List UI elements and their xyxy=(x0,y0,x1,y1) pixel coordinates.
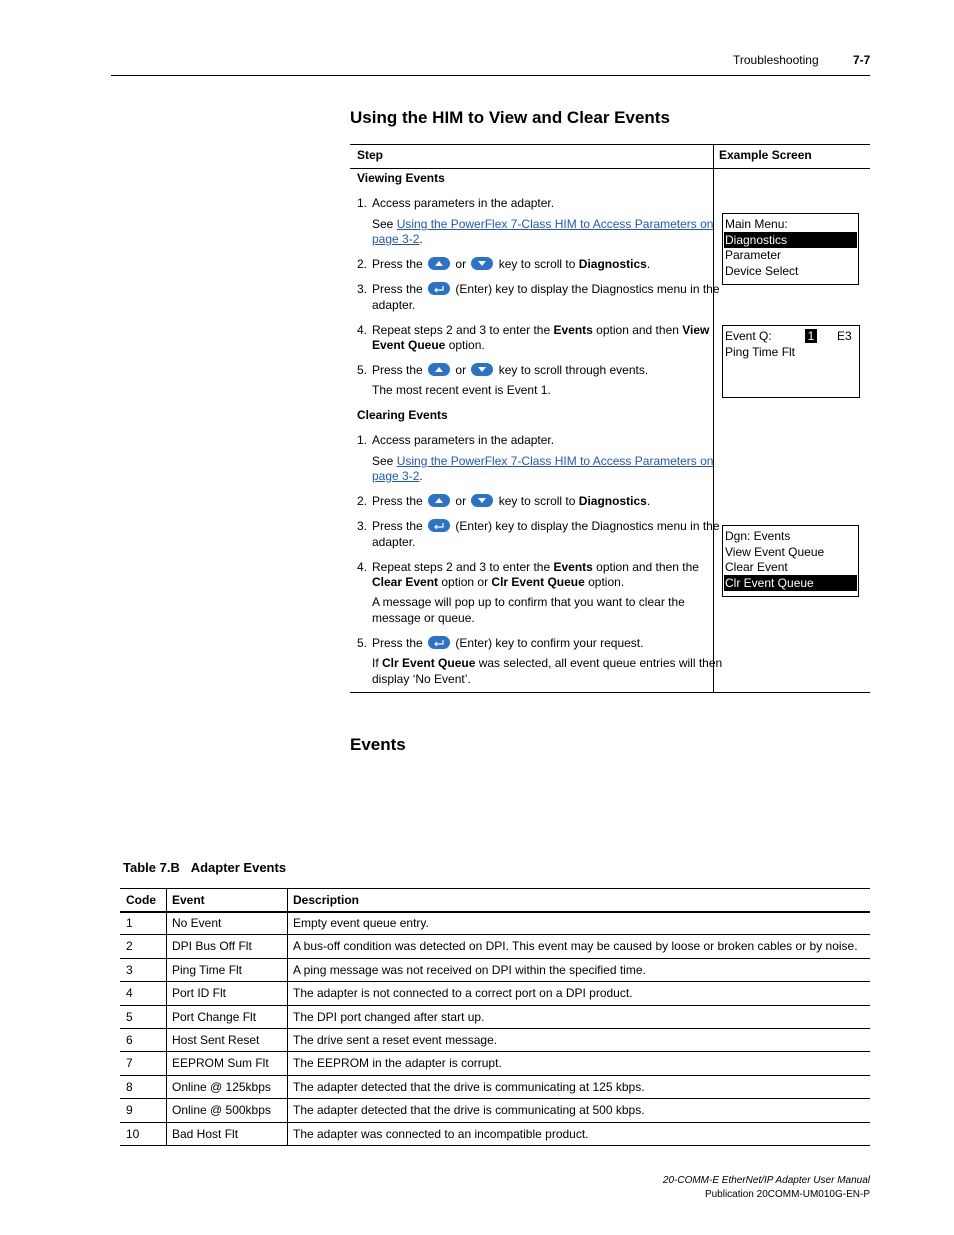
him-screen-dgn-events xyxy=(722,525,859,597)
enter-key-icon xyxy=(428,519,450,532)
confirm-text: (Enter) key to confirm your request. xyxy=(455,636,644,650)
view-step2-text xyxy=(372,256,650,272)
link-page-3-2[interactable]: page 3-2 xyxy=(372,232,420,246)
cell-description: Empty event queue entry. xyxy=(293,916,429,930)
screen-line: Device Select xyxy=(725,264,799,278)
table-row xyxy=(120,1099,870,1122)
view-step5-note: The most recent event is Event 1. xyxy=(372,383,551,397)
cell-event: Host Sent Reset xyxy=(172,1033,260,1047)
cell-event: No Event xyxy=(172,916,222,930)
him-screen-main-menu xyxy=(722,213,859,285)
view-step4-num: 4. xyxy=(357,323,368,337)
clear-step4-num: 4. xyxy=(357,560,368,574)
screen-line: Clear Event xyxy=(725,560,788,574)
option-then-the: option and then the xyxy=(596,560,699,574)
header-rule xyxy=(111,75,870,76)
table-row xyxy=(120,1123,870,1146)
cell-event: Online @ 125kbps xyxy=(172,1079,271,1094)
clear-step1-see-line2 xyxy=(372,468,423,484)
up-arrow-key-icon xyxy=(428,494,450,507)
table-row xyxy=(120,959,870,982)
clear-step5-note2: display ‘No Event’. xyxy=(372,672,471,686)
period: . xyxy=(646,257,651,271)
cell-code: 8 xyxy=(126,1079,133,1094)
or: or xyxy=(455,257,467,271)
cell-event: Ping Time Flt xyxy=(172,962,243,977)
view-step5-num: 5. xyxy=(357,363,368,377)
cell-event: EEPROM Sum Flt xyxy=(172,1056,269,1071)
enter-display-text: (Enter) key to display the Diagnostics menu in the xyxy=(455,282,720,296)
clear-step1-text: Access parameters in the adapter. xyxy=(372,433,555,447)
scroll-to: key to scroll to xyxy=(498,494,576,508)
screen-line-selected: Clr Event Queue xyxy=(724,575,857,591)
clear-step2-num: 2. xyxy=(357,494,368,508)
enter-key-icon xyxy=(428,282,450,295)
clear-step4-popup1: A message will pop up to confirm that you want to clear the xyxy=(372,595,685,609)
cell-code: 3 xyxy=(126,962,133,977)
press-the: Press the xyxy=(372,519,423,533)
table-row xyxy=(120,1052,870,1075)
was-selected-text: was selected, all event queue entries will then xyxy=(478,656,723,670)
view-step3-line2: adapter. xyxy=(372,298,416,312)
cell-code: 5 xyxy=(126,1009,133,1024)
view-step2-num: 2. xyxy=(357,257,368,271)
see-text: See xyxy=(372,454,397,468)
header-section-title: Troubleshooting xyxy=(733,53,819,67)
down-arrow-key-icon xyxy=(471,494,493,507)
diagnostics-bold: Diagnostics xyxy=(578,494,647,508)
table-bottom-rule xyxy=(350,692,870,693)
screen-line: Dgn: Events xyxy=(725,529,791,543)
enter-display-text: (Enter) key to display the Diagnostics menu in the xyxy=(455,519,720,533)
cell-description: The adapter was connected to an incompatible product. xyxy=(293,1126,589,1141)
cell-event: Port ID Flt xyxy=(172,986,227,1001)
col-header-description: Description xyxy=(293,893,360,907)
view-step3-num: 3. xyxy=(357,282,368,296)
table-row xyxy=(120,1076,870,1099)
press-the: Press the xyxy=(372,282,423,296)
clear-step1-see xyxy=(372,453,713,469)
cell-description: A bus-off condition was detected on DPI. This event may be caused by loose or broken cables or by noise. xyxy=(293,939,858,954)
period: . xyxy=(646,494,651,508)
or: or xyxy=(455,494,467,508)
cell-description: The adapter detected that the drive is communicating at 500 kbps. xyxy=(293,1103,645,1118)
link-page-3-2[interactable]: page 3-2 xyxy=(372,469,420,483)
section-heading-events: Events xyxy=(350,735,406,754)
cell-code: 6 xyxy=(126,1033,133,1047)
viewing-events-title: Viewing Events xyxy=(357,171,445,185)
scroll-to: key to scroll to xyxy=(498,257,576,271)
press-the: Press the xyxy=(372,636,423,650)
view-bold: View xyxy=(682,323,710,337)
option-or: option or xyxy=(441,575,489,589)
table-caption xyxy=(123,860,286,875)
cell-code: 4 xyxy=(126,986,133,1001)
cell-description: A ping message was not received on DPI within the specified time. xyxy=(293,962,646,977)
section-heading-him-events: Using the HIM to View and Clear Events xyxy=(350,108,670,127)
clear-event-bold: Clear Event xyxy=(372,575,439,589)
cell-event: DPI Bus Off Flt xyxy=(172,939,252,954)
down-arrow-key-icon xyxy=(471,257,493,270)
table-caption-title: Adapter Events xyxy=(190,860,287,875)
view-step1-see xyxy=(372,216,713,232)
cell-event: Bad Host Flt xyxy=(172,1126,239,1141)
cell-code: 10 xyxy=(126,1126,140,1141)
down-arrow-key-icon xyxy=(471,363,493,376)
col-header-example-screen: Example Screen xyxy=(719,148,812,162)
table-row xyxy=(120,1006,870,1029)
footer-publication: Publication 20COMM-UM010G-EN-P xyxy=(704,1189,870,1200)
clr-event-queue-bold: Clr Event Queue xyxy=(382,656,476,670)
event-queue-bold: Event Queue xyxy=(372,338,446,352)
event-number-badge: 1 xyxy=(805,329,817,343)
clear-step3-text xyxy=(372,518,720,534)
screen-line: Main Menu: xyxy=(725,217,788,231)
table-caption-label: Table 7.B xyxy=(123,860,180,875)
screen-line-selected: Diagnostics xyxy=(724,232,857,248)
cell-code: 7 xyxy=(126,1056,133,1071)
if-text: If xyxy=(372,656,379,670)
col-header-code: Code xyxy=(126,893,156,907)
press-the: Press the xyxy=(372,257,423,271)
up-arrow-key-icon xyxy=(428,363,450,376)
screen-line-event-q: Event Q: xyxy=(725,329,772,343)
scroll-through: key to scroll through events. xyxy=(498,363,649,377)
clear-step2-text xyxy=(372,493,650,509)
cell-description: The EEPROM in the adapter is corrupt. xyxy=(293,1056,502,1071)
clear-step5-text xyxy=(372,635,643,651)
screen-line: View Event Queue xyxy=(725,545,825,559)
period: . xyxy=(419,232,423,246)
him-screen-event-queue xyxy=(722,325,860,398)
table-header-rule xyxy=(350,168,870,169)
table-row xyxy=(120,1029,870,1052)
enter-key-icon xyxy=(428,636,450,649)
or: or xyxy=(455,363,467,377)
cell-description: The adapter is not connected to a correct port on a DPI product. xyxy=(293,986,633,1001)
events-bold: Events xyxy=(553,560,593,574)
period: . xyxy=(419,469,423,483)
view-step1-see-line2 xyxy=(372,231,423,247)
clear-step5-num: 5. xyxy=(357,636,368,650)
clear-step3-num: 3. xyxy=(357,519,368,533)
header-page-number: 7-7 xyxy=(853,53,871,67)
diagnostics-bold: Diagnostics xyxy=(578,257,647,271)
clear-step5-note1 xyxy=(372,655,722,671)
cell-code: 9 xyxy=(126,1103,133,1118)
steps-table xyxy=(350,144,870,693)
see-text: See xyxy=(372,217,397,231)
col-header-event: Event xyxy=(172,893,205,907)
view-step4-line2 xyxy=(372,337,485,353)
press-the: Press the xyxy=(372,363,423,377)
table-header-row xyxy=(120,888,870,913)
clr-event-queue-bold: Clr Event Queue xyxy=(491,575,585,589)
footer-manual-title: 20-COMM-E EtherNet/IP Adapter User Manual xyxy=(662,1175,870,1186)
clear-step3-line2: adapter. xyxy=(372,535,416,549)
table-row xyxy=(120,982,870,1005)
view-step3-text xyxy=(372,281,720,297)
table-row xyxy=(120,912,870,935)
option-then: option and then xyxy=(596,323,679,337)
cell-description: The adapter detected that the drive is communicating at 125 kbps. xyxy=(293,1079,645,1094)
col-header-step: Step xyxy=(357,148,384,162)
cell-code: 1 xyxy=(126,916,133,930)
link-him-access-params[interactable]: Using the PowerFlex 7-Class HIM to Access Parameters on xyxy=(396,217,714,231)
table-top-rule xyxy=(350,144,870,145)
link-him-access-params[interactable]: Using the PowerFlex 7-Class HIM to Access Parameters on xyxy=(396,454,714,468)
repeat-text: Repeat steps 2 and 3 to enter the xyxy=(372,323,551,337)
view-step5-text xyxy=(372,362,648,378)
repeat-text: Repeat steps 2 and 3 to enter the xyxy=(372,560,551,574)
clear-step1-num: 1. xyxy=(357,433,368,447)
option-text: option. xyxy=(588,575,625,589)
clear-step4-popup2: message or queue. xyxy=(372,611,475,625)
cell-description: The DPI port changed after start up. xyxy=(293,1009,485,1024)
cell-event: Online @ 500kbps xyxy=(172,1103,271,1118)
press-the: Press the xyxy=(372,494,423,508)
cell-description: The drive sent a reset event message. xyxy=(293,1033,498,1047)
events-bold: Events xyxy=(553,323,593,337)
up-arrow-key-icon xyxy=(428,257,450,270)
table-row xyxy=(120,935,870,958)
screen-line-event-name: Ping Time Flt xyxy=(725,345,796,359)
clear-step4-line2 xyxy=(372,574,624,590)
clear-step4-text xyxy=(372,559,699,575)
cell-event: Port Change Flt xyxy=(172,1009,257,1024)
cell-code: 2 xyxy=(126,939,133,954)
view-step4-text xyxy=(372,322,709,338)
view-step1-num: 1. xyxy=(357,196,368,210)
option-text: option. xyxy=(448,338,485,352)
clearing-events-title: Clearing Events xyxy=(357,408,448,422)
screen-line: Parameter xyxy=(725,248,782,262)
event-code: E3 xyxy=(837,329,852,343)
view-step1-text: Access parameters in the adapter. xyxy=(372,196,555,210)
